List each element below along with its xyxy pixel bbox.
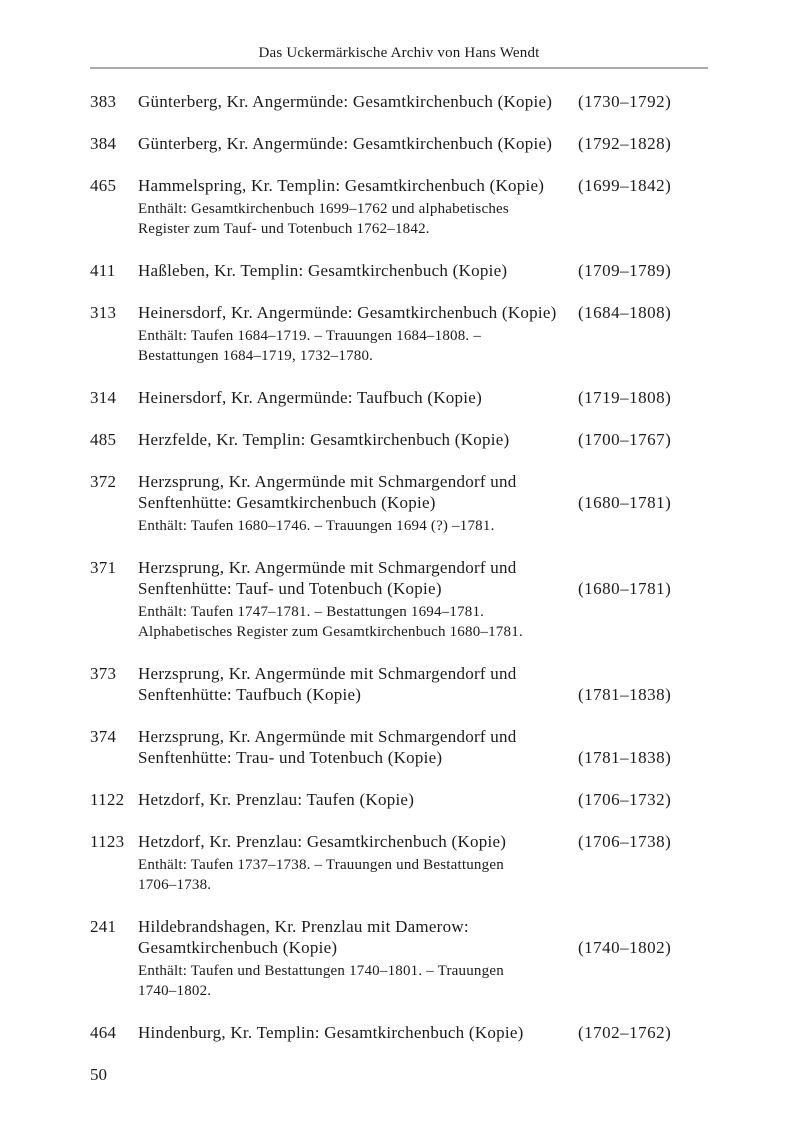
entry-title-row xyxy=(138,91,708,112)
entry-body xyxy=(138,726,708,768)
entry-title xyxy=(138,1022,578,1043)
entry-date-range: (1781–1838) xyxy=(578,748,672,767)
entry-title-line: Hammelspring, Kr. Templin: Gesamtkirchenbuch (Kopie) xyxy=(138,176,545,195)
entry-title xyxy=(138,133,578,154)
catalog-entry xyxy=(90,260,708,281)
entry-date-range: (1781–1838) xyxy=(578,685,672,704)
entry-note-line: Enthält: Taufen 1684–1719. – Trauungen 1684–1808. – xyxy=(138,328,482,344)
catalog-entry xyxy=(90,557,708,642)
entry-notes xyxy=(138,326,578,366)
entry-title xyxy=(138,260,578,281)
entry-date-range: (1680–1781) xyxy=(578,579,672,598)
entry-title xyxy=(138,663,578,705)
catalog-entry xyxy=(90,916,708,1001)
entry-date-range: (1740–1802) xyxy=(578,938,672,957)
entry-number: 1122 xyxy=(90,790,125,809)
catalog-entry xyxy=(90,387,708,408)
entry-notes xyxy=(138,199,578,239)
entry-title-line: Senftenhütte: Tauf- und Totenbuch (Kopie) xyxy=(138,579,442,598)
entry-body xyxy=(138,260,708,281)
entry-title xyxy=(138,302,578,323)
entry-number: 373 xyxy=(90,664,117,683)
entry-title-line: Senftenhütte: Trau- und Totenbuch (Kopie) xyxy=(138,748,443,767)
entry-date-range: (1699–1842) xyxy=(578,176,672,195)
catalog-entry xyxy=(90,429,708,450)
entry-date-range: (1680–1781) xyxy=(578,493,672,512)
entry-date-range: (1702–1762) xyxy=(578,1023,672,1042)
entry-title xyxy=(138,831,578,852)
entry-body xyxy=(138,916,708,1001)
entry-title-row xyxy=(138,663,708,705)
entry-body xyxy=(138,1022,708,1043)
entry-title-row xyxy=(138,916,708,958)
entry-title-line: Haßleben, Kr. Templin: Gesamtkirchenbuch (Kopie) xyxy=(138,261,508,280)
entry-title xyxy=(138,726,578,768)
entry-number: 485 xyxy=(90,430,117,449)
entry-date-range: (1700–1767) xyxy=(578,430,672,449)
entry-number: 241 xyxy=(90,917,117,936)
entry-note-line: Register zum Tauf- und Totenbuch 1762–1842. xyxy=(138,221,430,237)
entry-title-row xyxy=(138,387,708,408)
entry-title-row xyxy=(138,789,708,810)
entry-number: 371 xyxy=(90,558,117,577)
entry-body xyxy=(138,663,708,705)
entry-title-line: Günterberg, Kr. Angermünde: Gesamtkirchenbuch (Kopie) xyxy=(138,134,553,153)
entry-title-line: Hildebrandshagen, Kr. Prenzlau mit Damerow: xyxy=(138,917,469,936)
entry-title xyxy=(138,387,578,408)
entry-body xyxy=(138,831,708,895)
entry-number: 384 xyxy=(90,134,117,153)
entry-title-line: Hetzdorf, Kr. Prenzlau: Taufen (Kopie) xyxy=(138,790,415,809)
entry-list xyxy=(90,91,708,1043)
entry-title xyxy=(138,429,578,450)
entry-number: 313 xyxy=(90,303,117,322)
entry-date-range: (1709–1789) xyxy=(578,261,672,280)
header-rule xyxy=(90,67,708,69)
entry-date-range: (1706–1732) xyxy=(578,790,672,809)
entry-note-line: Enthält: Gesamtkirchenbuch 1699–1762 und alphabetisches xyxy=(138,201,509,217)
catalog-entry xyxy=(90,175,708,239)
entry-note-line: Enthält: Taufen 1737–1738. – Trauungen und Bestattungen xyxy=(138,857,504,873)
entry-title xyxy=(138,789,578,810)
header-title: Das Uckermärkische Archiv von Hans Wendt xyxy=(258,45,540,61)
entry-title-line: Hindenburg, Kr. Templin: Gesamtkirchenbuch (Kopie) xyxy=(138,1023,524,1042)
entry-title-line: Gesamtkirchenbuch (Kopie) xyxy=(138,938,338,957)
entry-note-line: Alphabetisches Register zum Gesamtkirchenbuch 1680–1781. xyxy=(138,624,523,640)
entry-body xyxy=(138,133,708,154)
entry-notes xyxy=(138,516,578,536)
entry-date-range: (1706–1738) xyxy=(578,832,672,851)
entry-title-line: Hetzdorf, Kr. Prenzlau: Gesamtkirchenbuch (Kopie) xyxy=(138,832,507,851)
entry-title-row xyxy=(138,429,708,450)
entry-title-row xyxy=(138,133,708,154)
catalog-entry xyxy=(90,831,708,895)
entry-title-line: Heinersdorf, Kr. Angermünde: Taufbuch (Kopie) xyxy=(138,388,482,407)
catalog-entry xyxy=(90,663,708,705)
entry-title-row xyxy=(138,726,708,768)
entry-date-range: (1684–1808) xyxy=(578,303,672,322)
entry-title-line: Herzsprung, Kr. Angermünde mit Schmargendorf und xyxy=(138,558,517,577)
entry-title-row xyxy=(138,557,708,599)
entry-title xyxy=(138,916,578,958)
entry-body xyxy=(138,387,708,408)
entry-body xyxy=(138,789,708,810)
entry-title-line: Herzsprung, Kr. Angermünde mit Schmargendorf und xyxy=(138,727,517,746)
entry-date-range: (1730–1792) xyxy=(578,92,672,111)
catalog-entry xyxy=(90,471,708,536)
entry-body xyxy=(138,429,708,450)
entry-title xyxy=(138,91,578,112)
entry-number: 411 xyxy=(90,261,116,280)
entry-title-row xyxy=(138,831,708,852)
entry-number: 383 xyxy=(90,92,117,111)
entry-title-line: Herzsprung, Kr. Angermünde mit Schmargendorf und xyxy=(138,472,517,491)
entry-note-line: Enthält: Taufen und Bestattungen 1740–1801. – Trauungen xyxy=(138,963,504,979)
entry-title-line: Herzfelde, Kr. Templin: Gesamtkirchenbuch (Kopie) xyxy=(138,430,510,449)
entry-note-line: 1740–1802. xyxy=(138,983,212,999)
entry-number: 314 xyxy=(90,388,117,407)
entry-number: 372 xyxy=(90,472,117,491)
entry-note-line: Enthält: Taufen 1680–1746. – Trauungen 1694 (?) –1781. xyxy=(138,518,495,534)
catalog-entry xyxy=(90,91,708,112)
entry-date-range: (1792–1828) xyxy=(578,134,672,153)
catalog-entry xyxy=(90,302,708,366)
entry-title-row xyxy=(138,302,708,323)
entry-body xyxy=(138,91,708,112)
entry-body xyxy=(138,302,708,366)
entry-notes xyxy=(138,602,578,642)
running-header xyxy=(90,45,708,69)
entry-note-line: Enthält: Taufen 1747–1781. – Bestattungen 1694–1781. xyxy=(138,604,485,620)
catalog-entry xyxy=(90,726,708,768)
entry-body xyxy=(138,471,708,536)
entry-notes xyxy=(138,961,578,1001)
entry-title-row xyxy=(138,1022,708,1043)
entry-date-range: (1719–1808) xyxy=(578,388,672,407)
entry-title-row xyxy=(138,175,708,196)
entry-number: 465 xyxy=(90,176,117,195)
entry-note-line: Bestattungen 1684–1719, 1732–1780. xyxy=(138,348,374,364)
entry-body xyxy=(138,175,708,239)
catalog-entry xyxy=(90,1022,708,1043)
entry-number: 374 xyxy=(90,727,117,746)
entry-note-line: 1706–1738. xyxy=(138,877,212,893)
entry-title-line: Senftenhütte: Gesamtkirchenbuch (Kopie) xyxy=(138,493,436,512)
entry-title-line: Günterberg, Kr. Angermünde: Gesamtkirchenbuch (Kopie) xyxy=(138,92,553,111)
entry-title-row xyxy=(138,260,708,281)
entry-title xyxy=(138,557,578,599)
catalog-entry xyxy=(90,133,708,154)
entry-number: 1123 xyxy=(90,832,125,851)
entry-body xyxy=(138,557,708,642)
catalog-entry xyxy=(90,789,708,810)
entry-notes xyxy=(138,855,578,895)
entry-title-line: Herzsprung, Kr. Angermünde mit Schmargendorf und xyxy=(138,664,517,683)
page-number: 50 xyxy=(90,1065,107,1084)
entry-number: 464 xyxy=(90,1023,117,1042)
entry-title-line: Senftenhütte: Taufbuch (Kopie) xyxy=(138,685,362,704)
entry-title xyxy=(138,471,578,513)
entry-title xyxy=(138,175,578,196)
entry-title-line: Heinersdorf, Kr. Angermünde: Gesamtkirchenbuch (Kopie) xyxy=(138,303,557,322)
entry-title-row xyxy=(138,471,708,513)
